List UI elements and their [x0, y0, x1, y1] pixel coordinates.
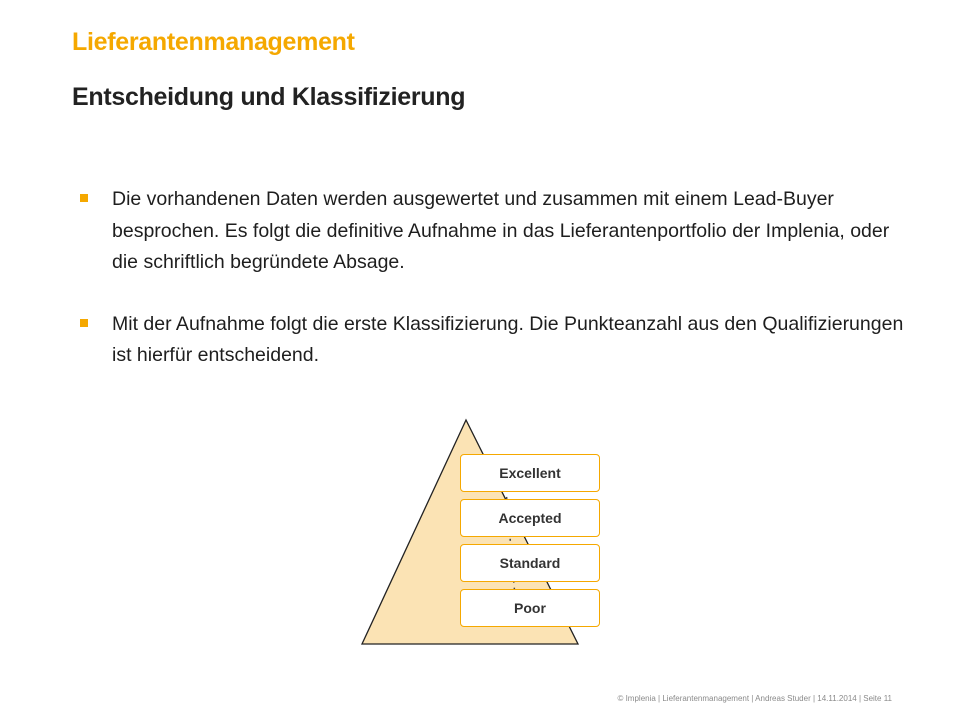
page-title: Lieferantenmanagement [72, 28, 355, 56]
bullet-item [80, 309, 910, 372]
bullet-list [80, 184, 910, 402]
page-subtitle: Entscheidung und Klassifizierung [72, 83, 466, 111]
bullet-item [80, 184, 910, 279]
square-bullet-icon [80, 319, 88, 327]
pyramid-level-accepted: Accepted [460, 499, 600, 537]
bullet-text: Die vorhandenen Daten werden ausgewertet und zusammen mit einem Lead-Buyer besprochen. Es folgt die definitive Aufnahme in das Lieferantenportfolio der Implenia, oder die schriftlich begründete Absage. [112, 188, 890, 273]
bullet-text: Mit der Aufnahme folgt die erste Klassifizierung. Die Punkteanzahl aus den Qualifizierungen ist hierfür entscheidend. [112, 312, 904, 366]
pyramid-level-poor: Poor [460, 589, 600, 627]
footer-text: © Implenia | Lieferantenmanagement | Andreas Studer | 14.11.2014 | Seite 11 [617, 694, 892, 703]
pyramid-level-standard: Standard [460, 544, 600, 582]
square-bullet-icon [80, 194, 88, 202]
pyramid-level-excellent: Excellent [460, 454, 600, 492]
